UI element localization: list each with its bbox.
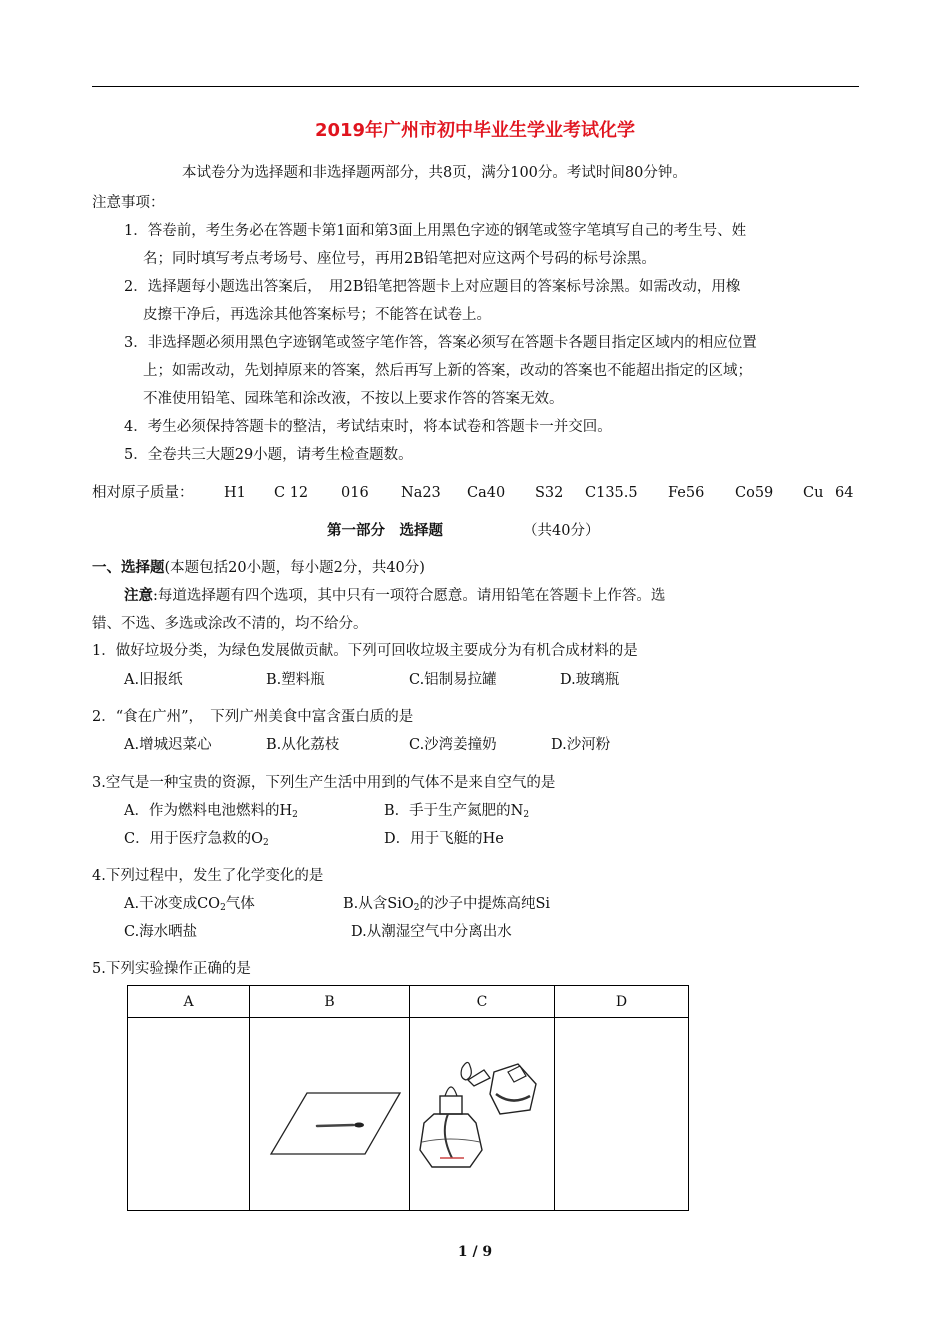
q2-stem: 2．“食在广州”， 下列广州美食中富含蛋白质的是 xyxy=(92,709,414,725)
q4-option-b-text: B.从含SiO xyxy=(343,896,414,912)
notice-line: 3．非选择题必须用黑色字迹钢笔或签字笔作答，答案必须写在答题卡各题目指定区域内的相应位置 xyxy=(124,335,757,351)
q5-cell-b xyxy=(250,1018,410,1211)
top-rule xyxy=(92,86,859,87)
atomic-mass-item: C 12 xyxy=(274,485,309,501)
q3-option-b xyxy=(384,801,529,825)
note-line xyxy=(124,586,665,606)
q3-option-a-text: A．作为燃料电池燃料的H xyxy=(124,803,293,819)
q4-option-d: D.从潮湿空气中分离出水 xyxy=(351,924,512,940)
notice-line: 上；如需改动，先划掉原来的答案，然后再写上新的答案，改动的答案也不能超出指定的区域； xyxy=(143,363,752,379)
notice-line: 名；同时填写考点考场号、座位号，再用2B铅笔把对应这两个号码的标号涂黑。 xyxy=(143,251,656,267)
atomic-mass-item: H1 xyxy=(224,485,246,501)
notice-line: 皮擦干净后，再选涂其他答案标号；不能答在试卷上。 xyxy=(143,307,491,323)
q3-option-b-sub: 2 xyxy=(523,810,530,820)
notice-line: 1．答卷前，考生务必在答题卡第1面和第3面上用黑色字迹的钢笔或签字笔填写自己的考生号、姓 xyxy=(124,223,747,239)
atomic-mass-item: C135.5 xyxy=(585,485,638,501)
q3-option-b-text: B．手于生产氮肥的N xyxy=(384,803,524,819)
q1-stem: 1．做好垃圾分类，为绿色发展做贡献。下列可回收垃圾主要成分为有机合成材料的是 xyxy=(92,643,638,659)
q4-option-b-sub: 2 xyxy=(413,903,420,913)
q3-option-d: D．用于飞艇的He xyxy=(384,831,504,847)
q4-option-c: C.海水晒盐 xyxy=(124,924,198,940)
notice-heading: 注意事项： xyxy=(92,195,165,211)
atomic-mass-label: 相对原子质量： xyxy=(92,485,194,501)
atomic-mass-item: Co59 xyxy=(735,485,774,501)
atomic-mass-item: 016 xyxy=(341,485,369,501)
ph-paper-illustration xyxy=(255,1052,405,1172)
q4-option-a-text-2: 气体 xyxy=(225,896,255,912)
q3-option-a xyxy=(124,801,298,825)
q5-table-images xyxy=(128,1018,689,1211)
section1-line xyxy=(92,558,425,578)
q3-option-a-sub: 2 xyxy=(292,810,298,820)
part1-heading: 第一部分 选择题 xyxy=(327,522,443,539)
alcohol-lamp-illustration xyxy=(412,1050,552,1175)
notice-line: 5．全卷共三大题29小题，请考生检查题数。 xyxy=(124,447,413,463)
q5-header-b: B xyxy=(250,986,410,1018)
q4-option-a xyxy=(124,894,255,918)
q3-option-c-sub: 2 xyxy=(262,838,269,848)
intro-text: 本试卷分为选择题和非选择题两部分，共8页，满分100分。考试时间80分钟。 xyxy=(182,165,687,181)
q5-header-c: C xyxy=(410,986,555,1018)
q2-option-a: A.增城迟菜心 xyxy=(124,737,212,753)
atomic-mass-item: Cu xyxy=(803,485,824,501)
q5-header-d: D xyxy=(555,986,689,1018)
section1-heading: 一、选择题 xyxy=(92,559,165,576)
q5-table-header xyxy=(128,986,689,1018)
q2-option-d: D.沙河粉 xyxy=(551,737,611,753)
q5-cell-d xyxy=(555,1018,689,1211)
q3-option-c-text: C．用于医疗急救的O xyxy=(124,831,263,847)
q4-option-a-text: A.干冰变成CO xyxy=(124,896,221,912)
q3-stem: 3.空气是一种宝贵的资源，下列生产生活中用到的气体不是来自空气的是 xyxy=(92,775,556,791)
notice-line: 不准使用铅笔、园珠笔和涂改液，不按以上要求作答的答案无效。 xyxy=(143,391,564,407)
q2-option-b: B.从化荔枝 xyxy=(266,737,340,753)
q1-option-c: C.铝制易拉罐 xyxy=(409,672,497,688)
page-number: 1 / 9 xyxy=(457,1244,493,1260)
q1-option-a: A.旧报纸 xyxy=(124,672,183,688)
note-text-2: 错、不选、多选或涂改不清的，均不给分。 xyxy=(92,616,368,632)
q4-option-b-text-2: 的沙子中提炼高纯Si xyxy=(419,896,551,912)
note-label: 注意 xyxy=(124,587,153,604)
notice-line: 4．考生必须保持答题卡的整洁，考试结束时，将本试卷和答题卡一并交回。 xyxy=(124,419,612,435)
q5-stem: 5.下列实验操作正确的是 xyxy=(92,961,251,977)
q5-options-table xyxy=(127,985,689,1211)
part1-points: （共40分） xyxy=(523,523,600,539)
atomic-mass-item: Fe56 xyxy=(668,485,705,501)
note-text: :每道选择题有四个选项，其中只有一项符合愿意。请用铅笔在答题卡上作答。选 xyxy=(153,588,666,604)
atomic-mass-item: Na23 xyxy=(401,485,441,501)
q4-option-b xyxy=(343,894,550,918)
section1-desc: (本题包括20小题，每小题2分，共40分) xyxy=(164,560,425,576)
q4-option-a-sub: 2 xyxy=(220,903,226,913)
q3-option-c xyxy=(124,829,269,853)
q5-cell-a xyxy=(128,1018,250,1211)
notice-line: 2．选择题每小题选出答案后， 用2B铅笔把答题卡上对应题目的答案标号涂黑。如需改动，用橡 xyxy=(124,279,741,295)
atomic-mass-item: S32 xyxy=(535,485,564,501)
q1-option-b: B.塑料瓶 xyxy=(266,672,325,688)
q1-option-d: D.玻璃瓶 xyxy=(560,672,620,688)
q4-stem: 4.下列过程中，发生了化学变化的是 xyxy=(92,868,324,884)
q2-option-c: C.沙湾姜撞奶 xyxy=(409,737,497,753)
q5-header-a: A xyxy=(128,986,250,1018)
q5-cell-c xyxy=(410,1018,555,1211)
exam-title: 2019年广州市初中毕业生学业考试化学 xyxy=(314,120,636,141)
atomic-mass-item: Ca40 xyxy=(467,485,506,501)
atomic-mass-item: 64 xyxy=(835,485,854,501)
